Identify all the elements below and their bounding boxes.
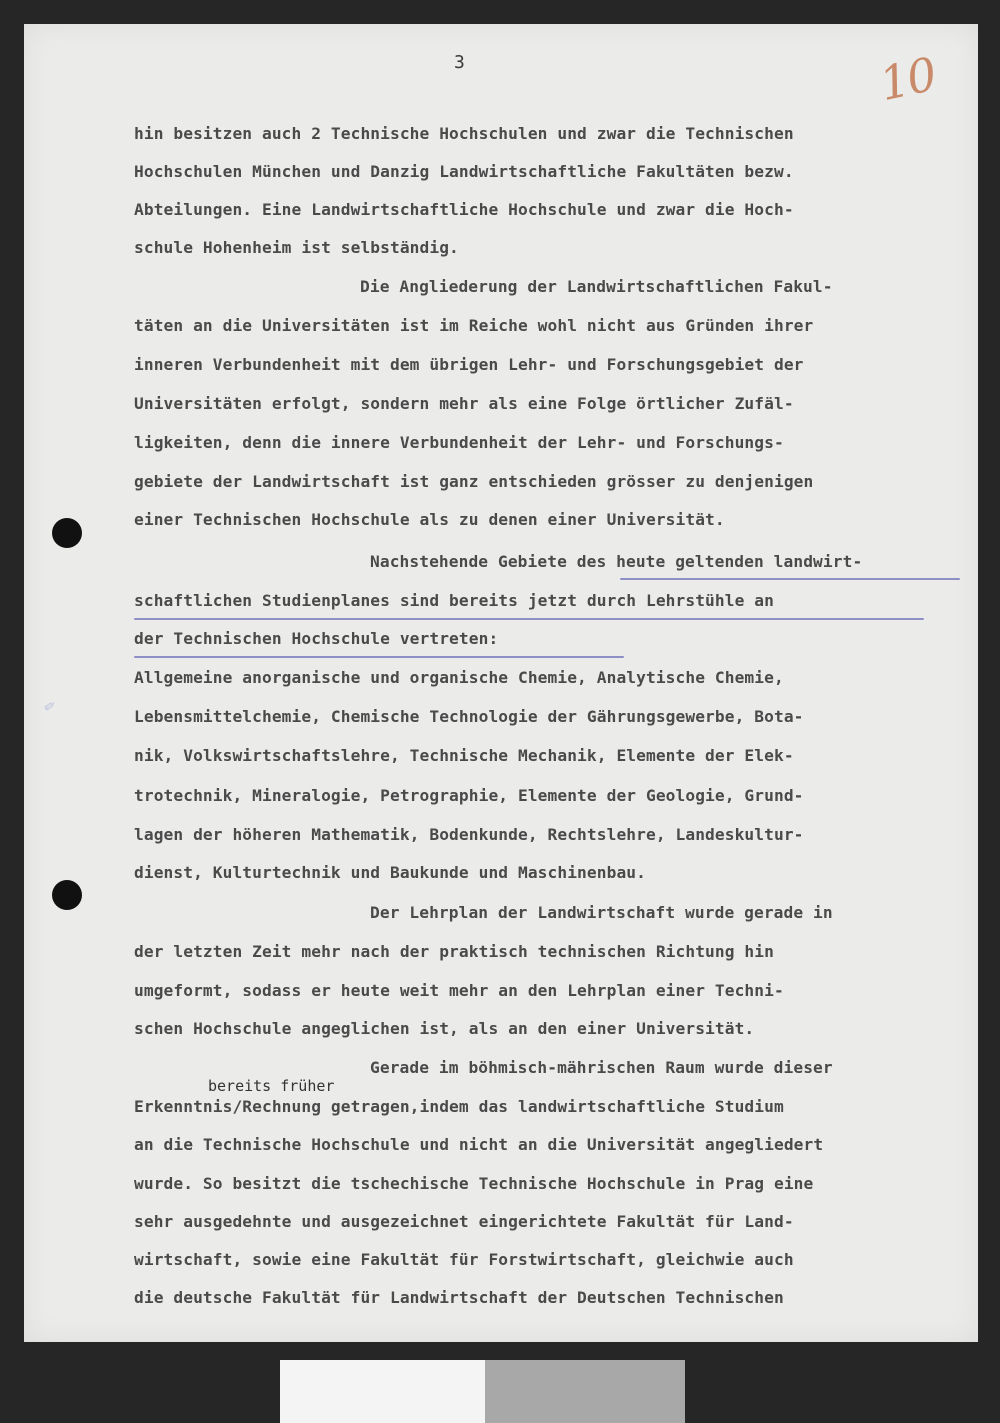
- text-line: dienst, Kulturtechnik und Baukunde und Maschinenbau.: [134, 863, 646, 882]
- text-line: umgeformt, sodass er heute weit mehr an den Lehrplan einer Techni-: [134, 981, 784, 1000]
- pencil-mark-icon: ✎: [42, 699, 60, 714]
- text-line: der letzten Zeit mehr nach der praktisch technischen Richtung hin: [134, 942, 774, 961]
- text-line: Erkenntnis/Rechnung getragen,indem das landwirtschaftliche Studium: [134, 1097, 784, 1116]
- text-line: die deutsche Fakultät für Landwirtschaft der Deutschen Technischen: [134, 1288, 784, 1307]
- text-line: trotechnik, Mineralogie, Petrographie, Elemente der Geologie, Grund-: [134, 786, 804, 805]
- text-line: nik, Volkswirtschaftslehre, Technische Mechanik, Elemente der Elek-: [134, 746, 794, 765]
- text-line: lagen der höheren Mathematik, Bodenkunde, Rechtslehre, Landeskultur-: [134, 825, 804, 844]
- archive-number-handwritten: 10: [874, 46, 940, 112]
- text-line: gebiete der Landwirtschaft ist ganz entschieden grösser zu denjenigen: [134, 472, 814, 491]
- text-line: inneren Verbundenheit mit dem übrigen Lehr- und Forschungsgebiet der: [134, 355, 804, 374]
- page-number: 3: [454, 52, 465, 73]
- underline-3: [134, 656, 624, 658]
- scan-calibration-white: [280, 1360, 485, 1423]
- text-line: hin besitzen auch 2 Technische Hochschulen und zwar die Technischen: [134, 124, 794, 143]
- text-line: Lebensmittelchemie, Chemische Technologie der Gährungsgewerbe, Bota-: [134, 707, 804, 726]
- text-line: Der Lehrplan der Landwirtschaft wurde gerade in: [370, 903, 833, 922]
- text-line: ligkeiten, denn die innere Verbundenheit der Lehr- und Forschungs-: [134, 433, 784, 452]
- text-line: Nachstehende Gebiete des heute geltenden landwirt-: [370, 552, 863, 571]
- scan-calibration-gray: [485, 1360, 685, 1423]
- text-line: an die Technische Hochschule und nicht an die Universität angegliedert: [134, 1135, 824, 1154]
- punch-hole-top: [52, 518, 82, 548]
- text-line: Abteilungen. Eine Landwirtschaftliche Hochschule und zwar die Hoch-: [134, 200, 794, 219]
- text-line: Allgemeine anorganische und organische Chemie, Analytische Chemie,: [134, 668, 784, 687]
- text-line: schule Hohenheim ist selbständig.: [134, 238, 459, 257]
- text-line: der Technischen Hochschule vertreten:: [134, 629, 499, 648]
- text-line: Hochschulen München und Danzig Landwirtschaftliche Fakultäten bezw.: [134, 162, 794, 181]
- text-line: schen Hochschule angeglichen ist, als an den einer Universität.: [134, 1019, 755, 1038]
- text-line: sehr ausgedehnte und ausgezeichnet eingerichtete Fakultät für Land-: [134, 1212, 794, 1231]
- underline-2: [134, 618, 924, 620]
- text-line: Die Angliederung der Landwirtschaftlichen Fakul-: [360, 277, 833, 296]
- text-line: Gerade im böhmisch-mährischen Raum wurde dieser: [370, 1058, 833, 1077]
- text-line: Universitäten erfolgt, sondern mehr als eine Folge örtlicher Zufäl-: [134, 394, 794, 413]
- text-line: wirtschaft, sowie eine Fakultät für Forstwirtschaft, gleichwie auch: [134, 1250, 794, 1269]
- text-line: schaftlichen Studienplanes sind bereits jetzt durch Lehrstühle an: [134, 591, 774, 610]
- text-line: einer Technischen Hochschule als zu denen einer Universität.: [134, 510, 725, 529]
- text-line: wurde. So besitzt die tschechische Technische Hochschule in Prag eine: [134, 1174, 814, 1193]
- underline-1: [620, 578, 960, 580]
- text-line: täten an die Universitäten ist im Reiche wohl nicht aus Gründen ihrer: [134, 316, 814, 335]
- handwritten-insertion: bereits früher: [208, 1077, 335, 1095]
- punch-hole-bottom: [52, 880, 82, 910]
